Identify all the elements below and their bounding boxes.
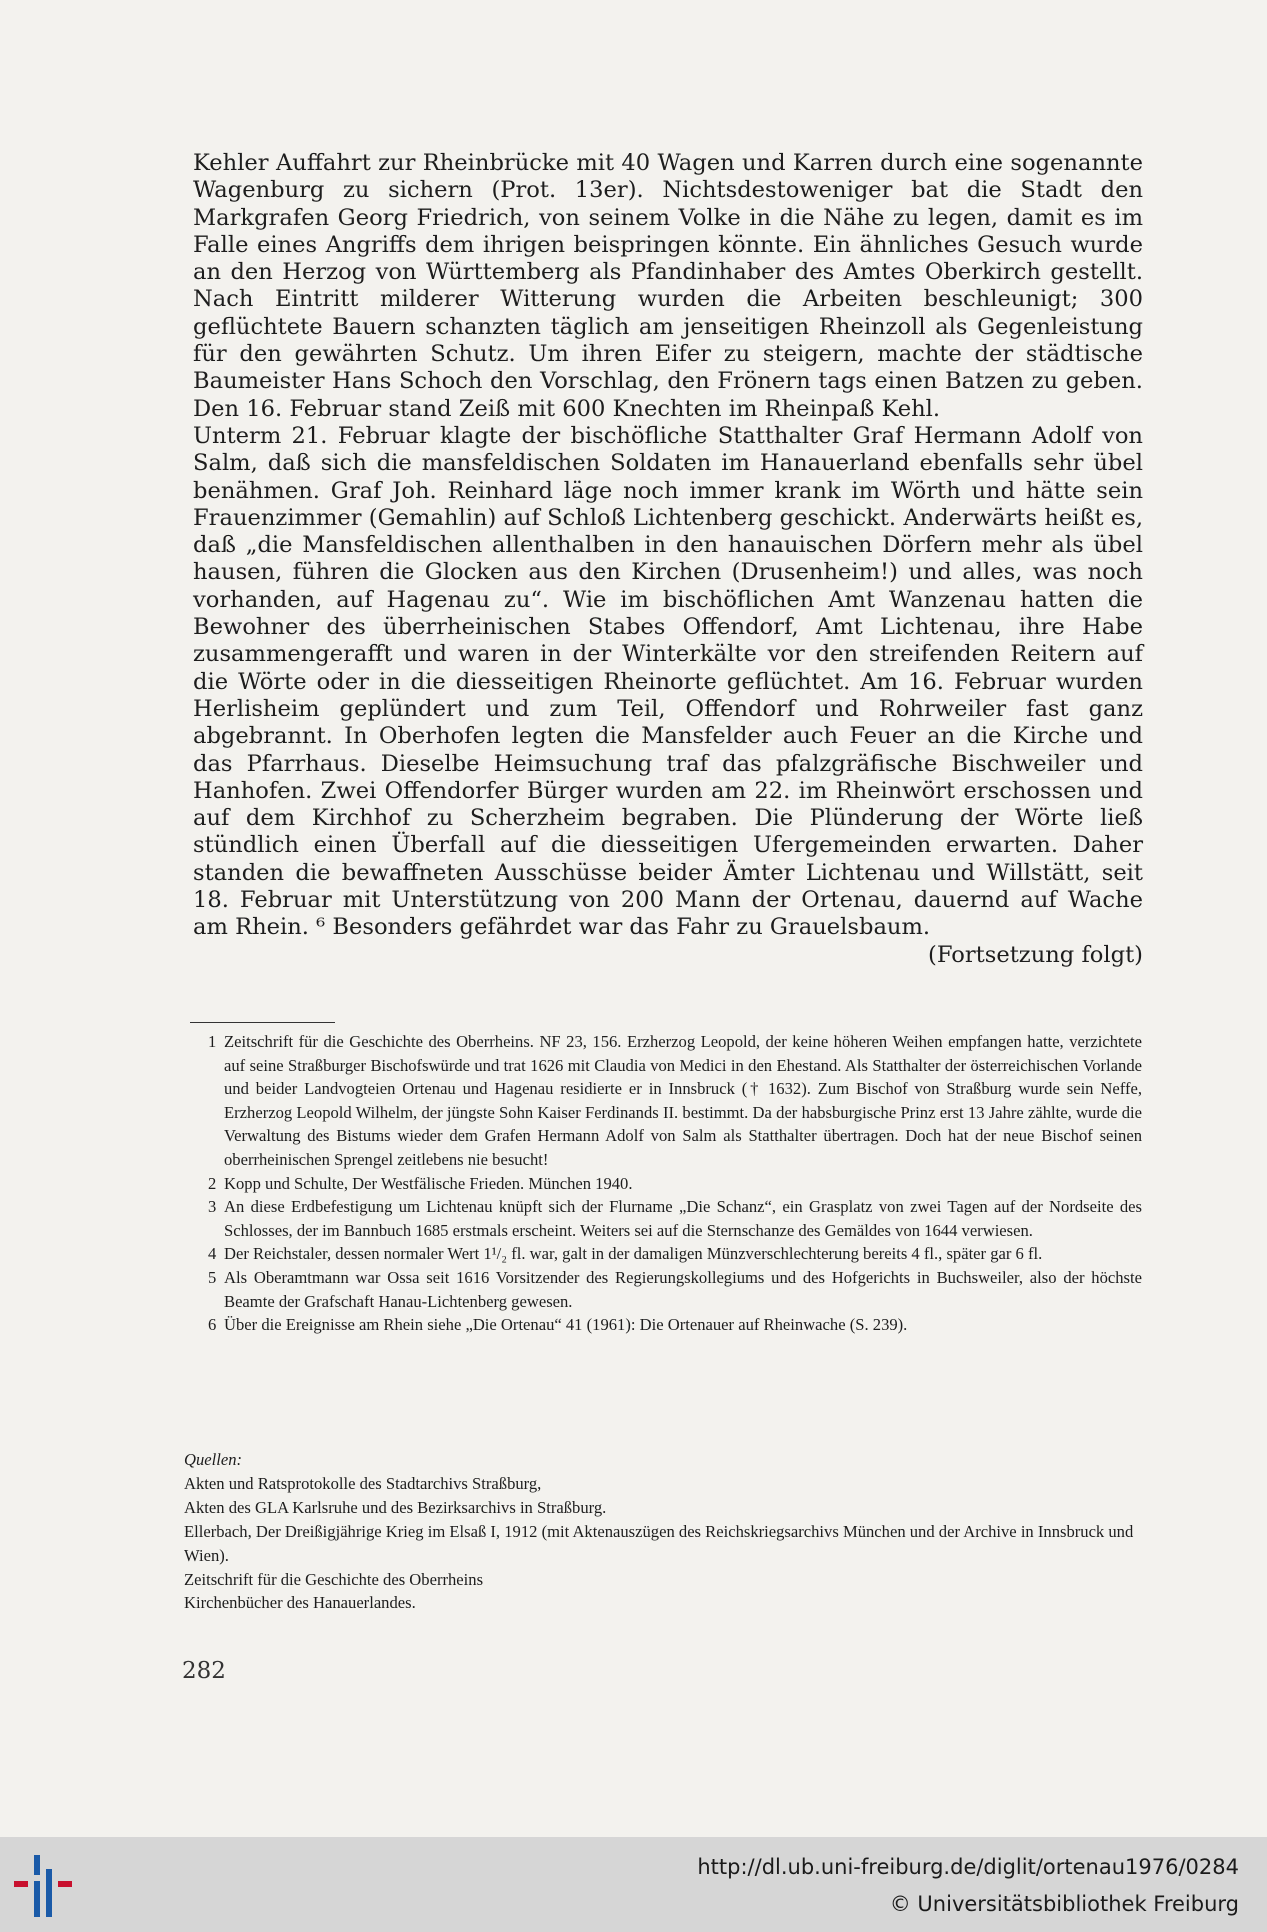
footnote-number: 4 [208, 1244, 217, 1264]
source-item: Akten des GLA Karlsruhe und des Bezirksarchivs in Straßburg. [184, 1497, 607, 1517]
footnote-number: 6 [208, 1315, 217, 1335]
ub-freiburg-logo-icon[interactable] [14, 1855, 76, 1917]
page-number: 282 [182, 1658, 226, 1684]
footnotes [190, 1030, 1142, 1337]
footnote-text: Als Oberamtmann war Ossa seit 1616 Vorsitzender des Regierungskollegiums und des Hofgerichts in Buchsweiler, also der höchste Beamte der Grafschaft Hanau-Lichtenberg gewesen. [224, 1267, 1142, 1311]
footnote [190, 1313, 1142, 1337]
continuation-note: (Fortsetzung folgt) [928, 941, 1143, 968]
footnote-separator [190, 1022, 335, 1023]
footnote [190, 1242, 1142, 1266]
viewer-footer [0, 1837, 1267, 1932]
footnote-number: 2 [208, 1173, 217, 1193]
source-item: Kirchenbücher des Hanauerlandes. [184, 1593, 416, 1613]
footnote [190, 1172, 1142, 1196]
footnote-text: Der Reichstaler, dessen normaler Wert 1¹/₂ fl. war, galt in der damaligen Münzverschlechterung bereits 4 fl., später gar 6 fl. [224, 1244, 1043, 1264]
footnote-number: 3 [208, 1197, 217, 1217]
footnote [190, 1266, 1142, 1313]
footnote-text: Über die Ereignisse am Rhein siehe „Die Ortenau“ 41 (1961): Die Ortenauer auf Rheinwache (S. 239). [224, 1315, 908, 1335]
footnote-text: An diese Erdbefestigung um Lichtenau knüpft sich der Flurname „Die Schanz“, ein Grasplatz von zwei Tagen auf der Nordseite des Schlosses, der im Bannbuch 1685 erstmals erscheint. Weiters sei auf die Sternschanze des Gemäldes von 1644 verwiesen. [224, 1197, 1142, 1240]
source-item: Zeitschrift für die Geschichte des Oberrheins [184, 1569, 484, 1589]
footnote [190, 1195, 1142, 1242]
footnote-text: Zeitschrift für die Geschichte des Oberrheins. NF 23, 156. Erzherzog Leopold, der keine höheren Weihen empfangen hatte, verzichtete auf seine Straßburger Bischofswürde und trat 1626 mit Claudia von Medici in den Ehestand. Als Statthalter der österreichischen Vorlande und beider Landvogteien Ortenau und Hagenau residierte er in Innsbruck († 1632). Zum Bischof von Straßburg wurde sein Neffe, Erzherzog Leopold Wilhelm, der jüngste Sohn Kaiser Ferdinands II. bestimmt. Da der habsburgische Prinz erst 13 Jahre zählte, wurde die Verwaltung des Bistums wieder dem Grafen Hermann Adolf von Salm als Statthalter übertragen. Doch hat der neue Bischof seinen oberrheinischen Sprengel zeitlebens nie besucht! [224, 1032, 1142, 1169]
sources-section [184, 1448, 1144, 1615]
footnote-text: Kopp und Schulte, Der Westfälische Frieden. München 1940. [224, 1173, 633, 1193]
paragraph-2: Unterm 21. Februar klagte der bischöfliche Statthalter Graf Hermann Adolf von Salm, daß sich die mansfeldischen Soldaten im Hanauerland ebenfalls sehr übel benähmen. Graf Joh. Reinhard läge noch immer krank im Wörth und hätte sein Frauenzimmer (Gemahlin) auf Schloß Lichtenberg geschickt. Anderwärts heißt es, daß „die Mansfeldischen allenthalben in den hanauischen Dörfern mehr als übel hausen, führen die Glocken aus den Kirchen (Drusenheim!) und alles, was noch vorhanden, auf Hagenau zu“. Wie im bischöflichen Amt Wanzenau hatten die Bewohner des überrheinischen Stabes Offendorf, Amt Lichtenau, ihre Habe zusammengerafft und waren in der Winterkälte vor den streifenden Reitern auf die Wörte oder in die diesseitigen Rheinorte geflüchtet. Am 16. Februar wurden Herlisheim geplündert und zum Teil, Offendorf und Rohrweiler fast ganz abgebrannt. In Oberhofen legten die Mansfelder auch Feuer an die Kirche und das Pfarrhaus. Dieselbe Heimsuchung traf das pfalzgräfische Bischweiler und Hanhofen. Zwei Offendorfer Bürger wurden am 22. im Rheinwört erschossen und auf dem Kirchhof zu Scherzheim begraben. Die Plünderung der Wörte ließ stündlich einen Überfall auf die diesseitigen Ufergemeinden erwarten. Daher standen die bewaffneten Ausschüsse beider Ämter Lichtenau und Willstätt, seit 18. Februar mit Unterstützung von 200 Mann der Ortenau, dauernd auf Wache am Rhein. ⁶ Besonders gefährdet war das Fahr zu Grauelsbaum. [193, 422, 1143, 941]
footnote [190, 1030, 1142, 1172]
footnote-number: 1 [208, 1032, 217, 1051]
main-text [193, 150, 1143, 969]
sources-heading: Quellen: [184, 1450, 243, 1469]
copyright-text: © Universitätsbibliothek Freiburg [889, 1892, 1239, 1916]
paragraph-1: Kehler Auffahrt zur Rheinbrücke mit 40 Wagen und Karren durch eine sogenannte Wagenburg zu sichern (Prot. 13er). Nichtsdestoweniger bat die Stadt den Markgrafen Georg Friedrich, von seinem Volke in die Nähe zu legen, damit es im Falle eines Angriffs dem ihrigen beispringen könnte. Ein ähnliches Gesuch wurde an den Herzog von Württemberg als Pfandinhaber des Amtes Oberkirch gestellt. Nach Eintritt milderer Witterung wurden die Arbeiten beschleunigt; 300 geflüchtete Bauern schanzten täglich am jenseitigen Rheinzoll als Gegenleistung für den gewährten Schutz. Um ihren Eifer zu steigern, machte der städtische Baumeister Hans Schoch den Vorschlag, den Frönern tags einen Batzen zu geben. Den 16. Februar stand Zeiß mit 600 Knechten im Rheinpaß Kehl. [193, 150, 1143, 422]
document-url-link[interactable]: http://dl.ub.uni-freiburg.de/diglit/ortenau1976/0284 [697, 1855, 1239, 1879]
footnote-number: 5 [208, 1267, 217, 1287]
source-item: Akten und Ratsprotokolle des Stadtarchivs Straßburg, [184, 1473, 542, 1493]
source-item: Ellerbach, Der Dreißigjährige Krieg im Elsaß I, 1912 (mit Aktenauszügen des Reichskriegsarchivs München und der Archive in Innsbruck und Wien). [184, 1521, 1134, 1565]
